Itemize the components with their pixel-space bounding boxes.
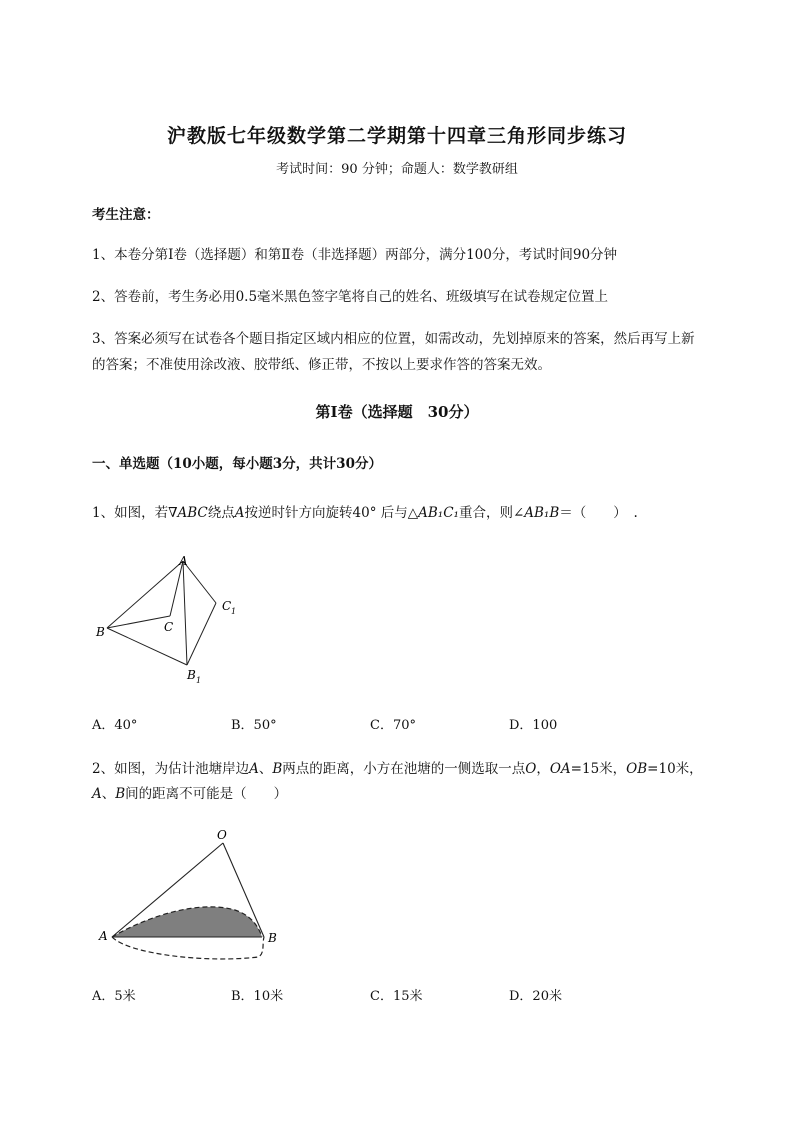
part-heading: 一、单选题（10小题，每小题3分，共计30分） bbox=[92, 456, 382, 472]
q2-option-b[interactable]: B．10米 bbox=[231, 989, 284, 1004]
label-b1: B bbox=[187, 668, 196, 682]
notice-item-2: 2、答卷前，考生务必用0.5毫米黑色签字笔将自己的姓名、班级填写在试卷规定位置上 bbox=[92, 289, 609, 305]
q2-option-a[interactable]: A．5米 bbox=[92, 989, 136, 1004]
label-c1: C bbox=[222, 599, 232, 613]
q2-option-c[interactable]: C．15米 bbox=[370, 989, 423, 1004]
label-b1-sub: 1 bbox=[196, 676, 202, 685]
section-title: 第Ⅰ卷（选择题 30分） bbox=[315, 403, 479, 421]
notice-item-1: 1、本卷分第Ⅰ卷（选择题）和第Ⅱ卷（非选择题）两部分，满分100分，考试时间90分钟 bbox=[92, 247, 618, 263]
label-a: A bbox=[179, 554, 188, 568]
label-a: A bbox=[99, 929, 108, 943]
page-title: 沪教版七年级数学第二学期第十四章三角形同步练习 bbox=[166, 125, 627, 147]
question-1-figure bbox=[90, 548, 250, 688]
question-1-text: 1、如图，若∇ABC绕点A按逆时针方向旋转40° 后与△AB₁C₁重合，则∠AB₁B＝（ ） . bbox=[92, 505, 638, 521]
label-b: B bbox=[96, 625, 105, 639]
question-2-text: 2、如图，为估计池塘岸边A、B两点的距离，小方在池塘的一侧选取一点O，OA=15米，OB=10米， bbox=[92, 761, 703, 777]
q1-option-a[interactable]: A．40° bbox=[92, 718, 138, 733]
q2-option-d[interactable]: D．20米 bbox=[509, 989, 562, 1004]
label-c: C bbox=[164, 620, 174, 634]
notice-item-3: 3、答案必须写在试卷各个题目指定区域内相应的位置，如需改动，先划掉原来的答案，然后再写上新 bbox=[92, 331, 695, 347]
q1-option-d[interactable]: D．100 bbox=[509, 718, 558, 733]
label-b: B bbox=[268, 931, 277, 945]
question-2-figure bbox=[90, 820, 290, 970]
exam-info: 考试时间：90 分钟；命题人：数学教研组 bbox=[276, 162, 518, 177]
notice-item-3-cont: 的答案；不准使用涂改液、胶带纸、修正带，不按以上要求作答的答案无效。 bbox=[92, 357, 551, 373]
label-c1-sub: 1 bbox=[231, 607, 237, 616]
notice-heading: 考生注意： bbox=[92, 207, 160, 223]
q1-option-c[interactable]: C．70° bbox=[370, 718, 416, 733]
question-2-text-cont: A、B间的距离不可能是（ ） bbox=[92, 786, 288, 802]
label-o: O bbox=[217, 828, 227, 842]
q1-option-b[interactable]: B．50° bbox=[231, 718, 277, 733]
